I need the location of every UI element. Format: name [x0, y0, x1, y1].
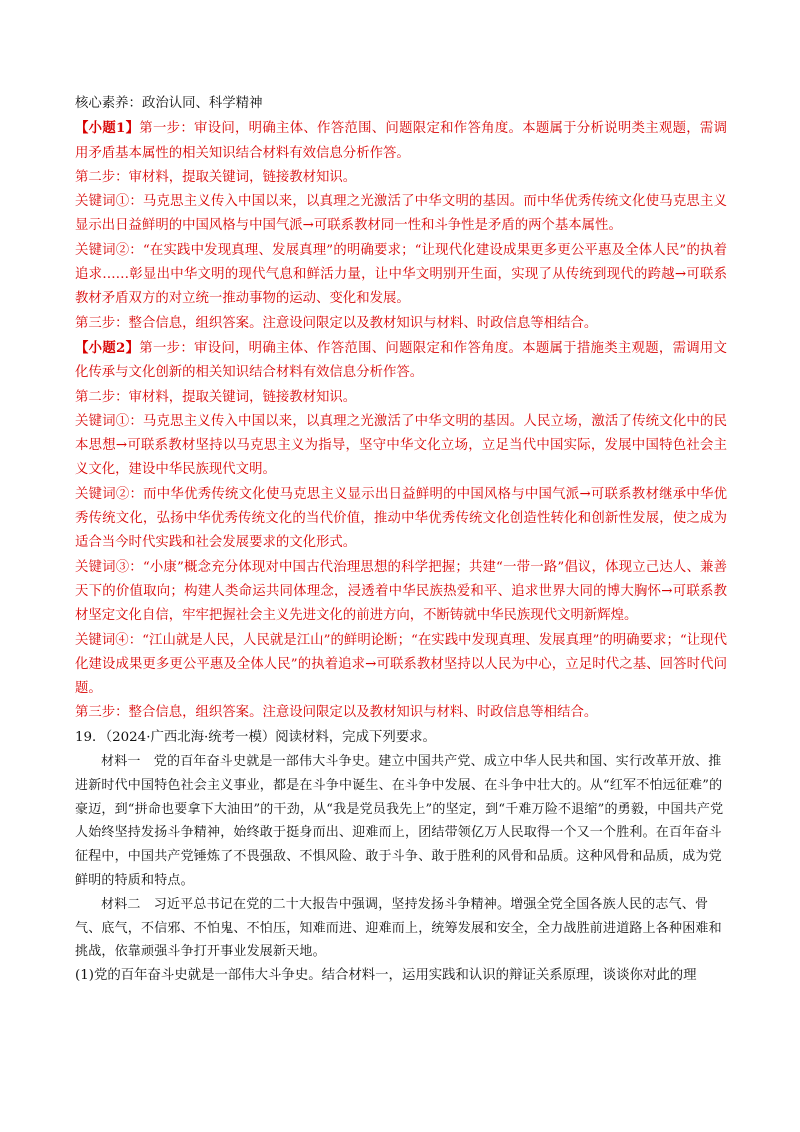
sub2-tag: 【小题2】: [75, 339, 140, 356]
document-body: [75, 92, 727, 988]
sub1-tag: 【小题1】: [75, 120, 140, 137]
sub1-step1-text: 第一步：审设问，明确主体、作答范围、问题限定和作答角度。本题属于分析说明类主观题，需调用矛盾基本属性的相关知识结合材料有效信息分析作答。: [75, 121, 727, 161]
sub1-step3: 第三步：整合信息，组织答案。注意设问限定以及教材知识与材料、时政信息等相结合。: [75, 315, 598, 331]
sub2-step3: 第三步：整合信息，组织答案。注意设问限定以及教材知识与材料、时政信息等相结合。: [75, 705, 598, 721]
sub1-keyword-1: 关键词①：马克思主义传入中国以来，以真理之光激活了中华文明的基因。而中华优秀传统文化使马克思主义显示出日益鲜明的中国风格与中国气派→可联系教材同一性和斗争性是矛盾的两个基本属性。: [75, 194, 727, 234]
material-1: 材料一 党的百年奋斗史就是一部伟大斗争史。建立中国共产党、成立中华人民共和国、实行改革开放、推进新时代中国特色社会主义事业，都是在斗争中诞生、在斗争中发展、在斗争中壮大的。从“红军不怕远征难”的豪迈，到“拼命也要拿下大油田”的干劲，从“我是党员我先上”的坚定，到“千难万险不退缩”的勇毅，中国共产党人始终坚持发扬斗争精神，始终敢于挺身而出、迎难而上，团结带领亿万人民取得一个又一个胜利。在百年奋斗征程中，中国共产党锤炼了不畏强敌、不惧风险、敢于斗争、敢于胜利的风骨和品质。这种风骨和品质，成为党鲜明的特质和特点。: [75, 754, 724, 888]
sub2-step2: 第二步：审材料，提取关键词，链接教材知识。: [75, 389, 357, 405]
material-2: 材料二 习近平总书记在党的二十大报告中强调，坚持发扬斗争精神。增强全党全国各族人民的志气、骨气、底气，不信邪、不怕鬼、不怕压，知难而进、迎难而上，统筹发展和安全，全力战胜前进道路上各种困难和挑战，依靠顽强斗争打开事业发展新天地。: [75, 896, 722, 960]
question-19-heading: 19．（2024·广西北海·统考一模）阅读材料，完成下列要求。: [75, 729, 436, 745]
core-literacy-line: 核心素养：政治认同、科学精神: [75, 96, 263, 111]
sub2-step1-text: 第一步：审设问，明确主体、作答范围、问题限定和作答角度。本题属于措施类主观题，需调用文化传承与文化创新的相关知识结合材料有效信息分析作答。: [75, 340, 727, 381]
sub2-keyword-3: 关键词③：“小康”概念充分体现对中国古代治理思想的科学把握；共建“一带一路”倡议，体现立己达人、兼善天下的价值取向；构建人类命运共同体理念，浸透着中华民族热爱和平、追求世界大同的博大胸怀→可联系教材坚定文化自信，牢牢把握社会主义先进文化的前进方向，不断铸就中华民族现代文明新辉煌。: [75, 559, 727, 624]
question-19-part-1: (1)党的百年奋斗史就是一部伟大斗争史。结合材料一，运用实践和认识的辩证关系原理，谈谈你对此的理: [75, 968, 697, 984]
sub2-keyword-1: 关键词①：马克思主义传入中国以来，以真理之光激活了中华文明的基因。人民立场，激活了传统文化中的民本思想→可联系教材坚持以马克思主义为指导，坚守中华文化立场，立足当代中国实际，发展中国特色社会主义文化，建设中华民族现代文明。: [75, 413, 727, 478]
sub2-keyword-2: 关键词②：而中华优秀传统文化使马克思主义显示出日益鲜明的中国风格与中国气派→可联系教材继承中华优秀传统文化，弘扬中华优秀传统文化的当代价值，推动中华优秀传统文化创造性转化和创新性发展，使之成为适合当今时代实践和社会发展要求的文化形式。: [75, 486, 727, 551]
sub1-step2: 第二步：审材料，提取关键词，链接教材知识。: [75, 169, 357, 185]
sub1-step1: [75, 116, 727, 166]
sub1-keyword-2: 关键词②：“在实践中发现真理、发展真理”的明确要求；“让现代化建设成果更多更公平惠及全体人民”的执着追求……彰显出中华文明的现代气息和鲜活力量，让中华文明别开生面，实现了从传统到现代的跨越→可联系教材矛盾双方的对立统一推动事物的运动、变化和发展。: [75, 242, 727, 307]
sub2-keyword-4: 关键词④：“江山就是人民，人民就是江山”的鲜明论断；“在实践中发现真理、发展真理”的明确要求；“让现代化建设成果更多更公平惠及全体人民”的执着追求→可联系教材坚持以人民为中心，立足时代之基、回答时代问题。: [75, 632, 727, 697]
sub2-step1: [75, 336, 727, 386]
